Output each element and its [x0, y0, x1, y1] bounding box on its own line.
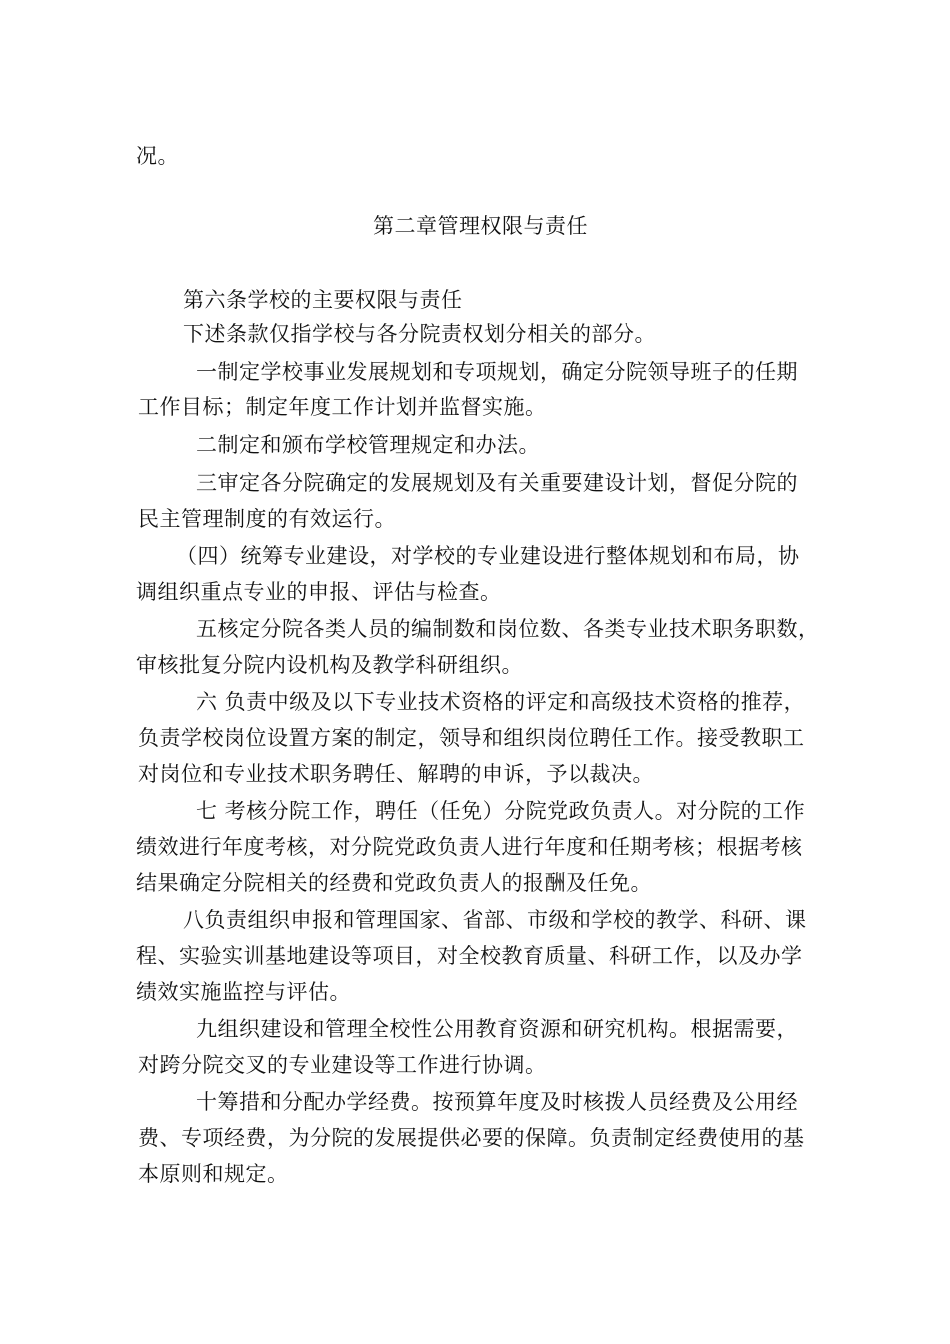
item-6-line-2: 负责学校岗位设置方案的制定，领导和组织岗位聘任工作。接受教职工 [138, 726, 805, 750]
item-10-line-2: 费、专项经费，为分院的发展提供必要的保障。负责制定经费使用的基 [138, 1126, 805, 1150]
item-4-line-1: （四）统筹专业建设，对学校的专业建设进行整体规划和布局，协 [176, 544, 800, 568]
item-7-line-3: 结果确定分院相关的经费和党政负责人的报酬及任免。 [136, 871, 652, 895]
item-8-line-3: 绩效实施监控与评估。 [136, 980, 351, 1004]
intro-paragraph: 下述条款仅指学校与各分院责权划分相关的部分。 [183, 322, 656, 346]
item-2-line-1: 二制定和颁布学校管理规定和办法。 [196, 433, 540, 457]
item-8-line-1: 八负责组织申报和管理国家、省部、市级和学校的教学、科研、课 [183, 908, 807, 932]
item-9-line-2: 对跨分院交叉的专业建设等工作进行协调。 [138, 1053, 547, 1077]
item-4-line-2: 调组织重点专业的申报、评估与检查。 [136, 580, 502, 604]
item-7-line-2: 绩效进行年度考核，对分院党政负责人进行年度和任期考核；根据考核 [136, 835, 803, 859]
item-10-line-1: 十筹措和分配办学经费。按预算年度及时核拨人员经费及公用经 [196, 1090, 798, 1114]
item-7-line-1: 七 考核分院工作，聘任（任免）分院党政负责人。对分院的工作 [196, 799, 806, 823]
item-6-line-3: 对岗位和专业技术职务聘任、解聘的申诉，予以裁决。 [138, 762, 654, 786]
item-5-line-1: 五核定分院各类人员的编制数和岗位数、各类专业技术职务职数， [196, 617, 820, 641]
item-1-line-2: 工作目标；制定年度工作计划并监督实施。 [138, 395, 547, 419]
item-5-line-2: 审核批复分院内设机构及教学科研组织。 [136, 653, 523, 677]
continued-fragment: 况。 [136, 144, 179, 168]
article-title: 第六条学校的主要权限与责任 [183, 288, 463, 312]
item-8-line-2: 程、实验实训基地建设等项目，对全校教育质量、科研工作，以及办学 [136, 944, 803, 968]
item-6-line-1: 六 负责中级及以下专业技术资格的评定和高级技术资格的推荐， [196, 690, 806, 714]
item-3-line-1: 三审定各分院确定的发展规划及有关重要建设计划，督促分院的 [196, 471, 798, 495]
item-3-line-2: 民主管理制度的有效运行。 [138, 507, 396, 531]
item-1-line-1: 一制定学校事业发展规划和专项规划，确定分院领导班子的任期 [196, 360, 798, 384]
item-9-line-1: 九组织建设和管理全校性公用教育资源和研究机构。根据需要， [196, 1017, 798, 1041]
item-10-line-3: 本原则和规定。 [138, 1162, 289, 1186]
chapter-title: 第二章管理权限与责任 [373, 214, 588, 238]
